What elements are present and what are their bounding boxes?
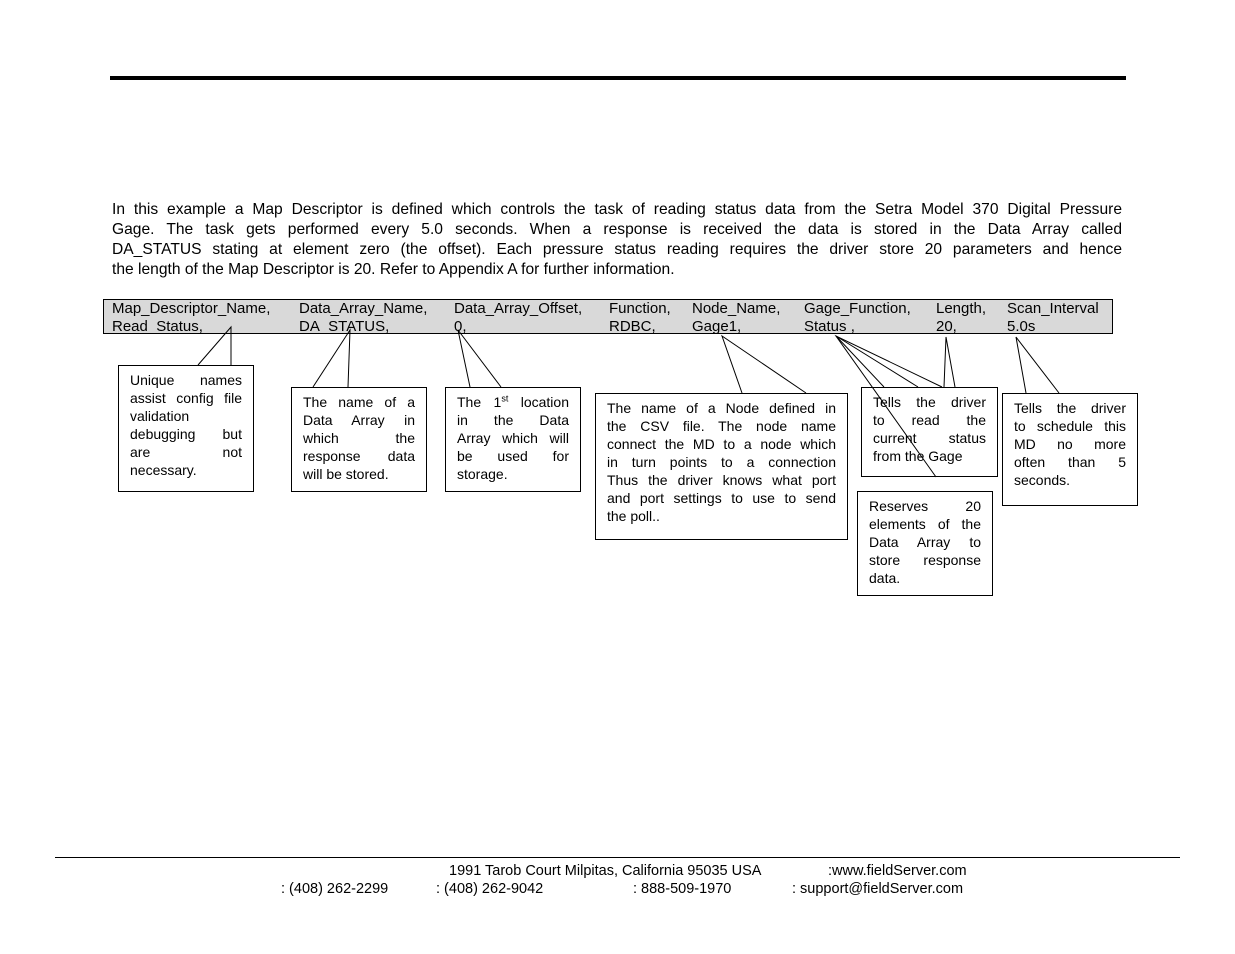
callout-line: Thus the driver knows what port [607,472,836,488]
footer-address: 1991 Tarob Court Milpitas, California 95035 USA [449,863,762,879]
callout-line: necessary. [130,462,197,478]
callout-line: Data Array to [869,534,981,550]
callout-line: data. [869,570,901,586]
callout-line: in turn points to a connection [607,454,836,470]
config-value-map-descriptor-name: Read_Status, [112,318,203,335]
config-header-scan-interval: Scan_Interval [1007,300,1099,317]
config-value-data-array-name: DA_STATUS, [299,318,390,335]
config-value-scan-interval: 5.0s [1007,318,1036,335]
callout-line: be used for [457,448,569,464]
callout-line: and port settings to use to send [607,490,836,506]
footer-phone-3: : 888-509-1970 [633,881,732,897]
callout-line: validation [130,408,190,424]
callout-line: Reserves 20 [869,498,981,514]
leader-data-array-name [313,330,350,387]
callout-line: are not [130,444,242,460]
callout-line: The name of a [303,394,415,410]
intro-paragraph [112,200,1122,280]
callout-node-name [595,393,848,540]
callout-line: MD no more [1014,436,1126,452]
footer-phone-1: : (408) 262-2299 [281,881,389,897]
config-header-gage-function: Gage_Function, [804,300,911,317]
footer-phone-2: : (408) 262-9042 [436,881,544,897]
leader-length [944,337,955,387]
callout-line: current status [873,430,986,446]
intro-line: the length of the Map Descriptor is 20. Refer to Appendix A for further information. [112,261,675,278]
config-header-function: Function, [609,300,671,317]
config-header-data-array-name: Data_Array_Name, [299,300,428,317]
config-header-data-array-offset: Data_Array_Offset, [454,300,583,317]
leader-data-array-offset [458,330,501,387]
callout-line: in the Data [457,412,569,428]
callout-line: assist config file [130,390,242,406]
callout-line: The 1st location [457,393,569,410]
callout-line: Array which will [457,430,569,446]
config-value-gage-function: Status , [804,318,855,335]
callout-line: will be stored. [303,466,389,482]
config-value-function: RDBC, [609,318,656,335]
config-header-map-descriptor-name: Map_Descriptor_Name, [112,300,271,317]
callout-line: seconds. [1014,472,1071,488]
callout-length [857,491,993,596]
leader-gage-function-a [836,336,918,387]
callout-line: debugging but [130,426,242,442]
intro-line: Gage. The task gets performed every 5.0 seconds. When a response is received the data is stored in the Data Array called [112,221,1122,238]
intro-line: DA_STATUS stating at element zero (the offset). Each pressure status reading requires the driver store 20 parameters and hence [112,241,1122,258]
callout-data-array-offset [445,387,581,492]
callout-line: elements of the [869,516,981,532]
callout-line: the poll.. [607,508,660,524]
leader-node-name [722,336,806,393]
header-rule [110,76,1126,80]
callout-line: connect the MD to a node which [607,436,836,452]
callout-line: Unique names [130,372,242,388]
footer-email[interactable]: : support@fieldServer.com [792,881,964,897]
callout-line: the CSV file. The node name [607,418,836,434]
config-header-node-name: Node_Name, [692,300,781,317]
callout-line: to schedule this [1014,418,1126,434]
callout-map-descriptor-name [118,365,254,492]
footer-web[interactable]: :www.fieldServer.com [828,863,967,879]
callout-data-array-name [291,387,427,492]
footer-rule [55,857,1180,858]
callout-scan-interval [1002,393,1138,506]
config-value-data-array-offset: 0, [454,318,467,335]
callout-line: Tells the driver [873,394,986,410]
callout-gage-function [861,387,998,477]
config-header-length: Length, [936,300,987,317]
intro-line: In this example a Map Descriptor is defined which controls the task of reading status data from the Setra Model 370 Digital Pressure [112,201,1122,218]
config-value-node-name: Gage1, [692,318,742,335]
leader-scan-interval [1016,337,1059,393]
callout-line: response data [303,448,415,464]
callout-line: which the [303,430,415,446]
callout-line: to read the [873,412,986,428]
callout-line: Data Array in [303,412,415,428]
callout-line: Tells the driver [1014,400,1126,416]
callout-line: from the Gage [873,448,963,464]
callout-line: often than 5 [1014,454,1126,470]
callout-line: store response [869,552,981,568]
config-value-length: 20, [936,318,957,335]
callout-line: The name of a Node defined in [607,400,836,416]
callout-line: storage. [457,466,508,482]
